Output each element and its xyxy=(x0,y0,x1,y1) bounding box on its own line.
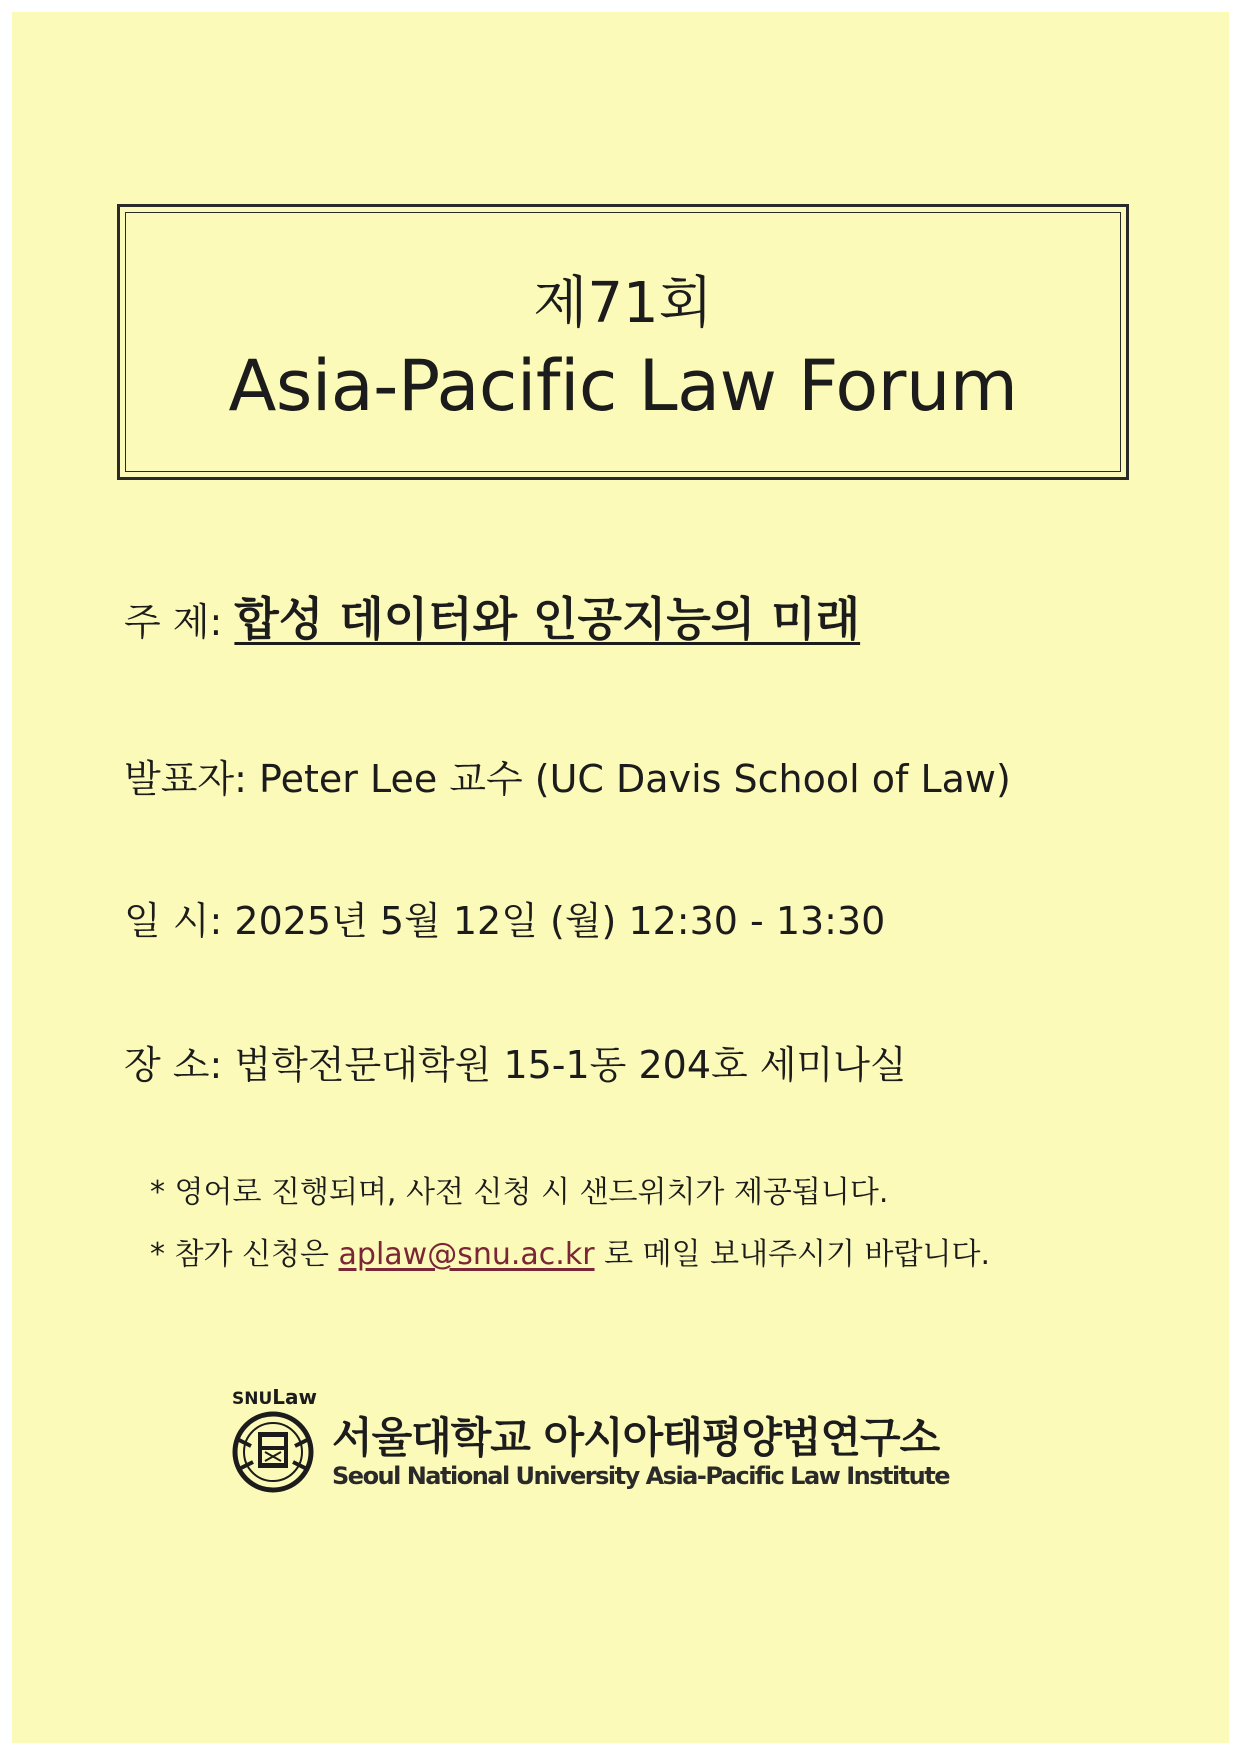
topic-value: 합성 데이터와 인공지능의 미래 xyxy=(234,592,861,646)
topic-label: 주 제: xyxy=(124,600,223,644)
note-registration-prefix: * 참가 신청은 xyxy=(150,1237,329,1272)
note-registration xyxy=(150,1229,990,1273)
title-box-inner-border xyxy=(125,212,1121,472)
forum-title: Asia-Pacific Law Forum xyxy=(228,345,1018,427)
title-box xyxy=(117,204,1129,480)
note-language: * 영어로 진행되며, 사전 신청 시 샌드위치가 제공됩니다. xyxy=(150,1175,889,1210)
small-logo-snu: SNU xyxy=(232,1389,273,1409)
place-row xyxy=(124,1034,907,1089)
place-label: 장 소: xyxy=(124,1043,223,1087)
speaker-value: Peter Lee 교수 (UC Davis School of Law) xyxy=(259,757,1011,801)
speaker-row xyxy=(124,748,1011,803)
place-value: 법학전문대학원 15-1동 204호 세미나실 xyxy=(234,1043,907,1087)
speaker-label: 발표자: xyxy=(124,757,247,801)
small-logo-law: Law xyxy=(272,1385,317,1409)
institute-name-korean: 서울대학교 아시아태평양법연구소 xyxy=(332,1413,940,1462)
snu-seal-icon xyxy=(231,1410,315,1494)
datetime-value: 2025년 5월 12일 (월) 12:30 - 13:30 xyxy=(234,899,886,943)
topic-row xyxy=(124,583,860,649)
forum-edition: 제71회 xyxy=(533,271,713,336)
datetime-label: 일 시: xyxy=(124,899,223,943)
registration-email-link[interactable]: aplaw@snu.ac.kr xyxy=(338,1237,595,1272)
note-registration-suffix: 로 메일 보내주시기 바랍니다. xyxy=(604,1237,990,1272)
snu-law-small-logo xyxy=(232,1385,317,1409)
institute-name-english: Seoul National University Asia-Pacific Law Institute xyxy=(332,1462,950,1490)
datetime-row xyxy=(124,890,885,945)
